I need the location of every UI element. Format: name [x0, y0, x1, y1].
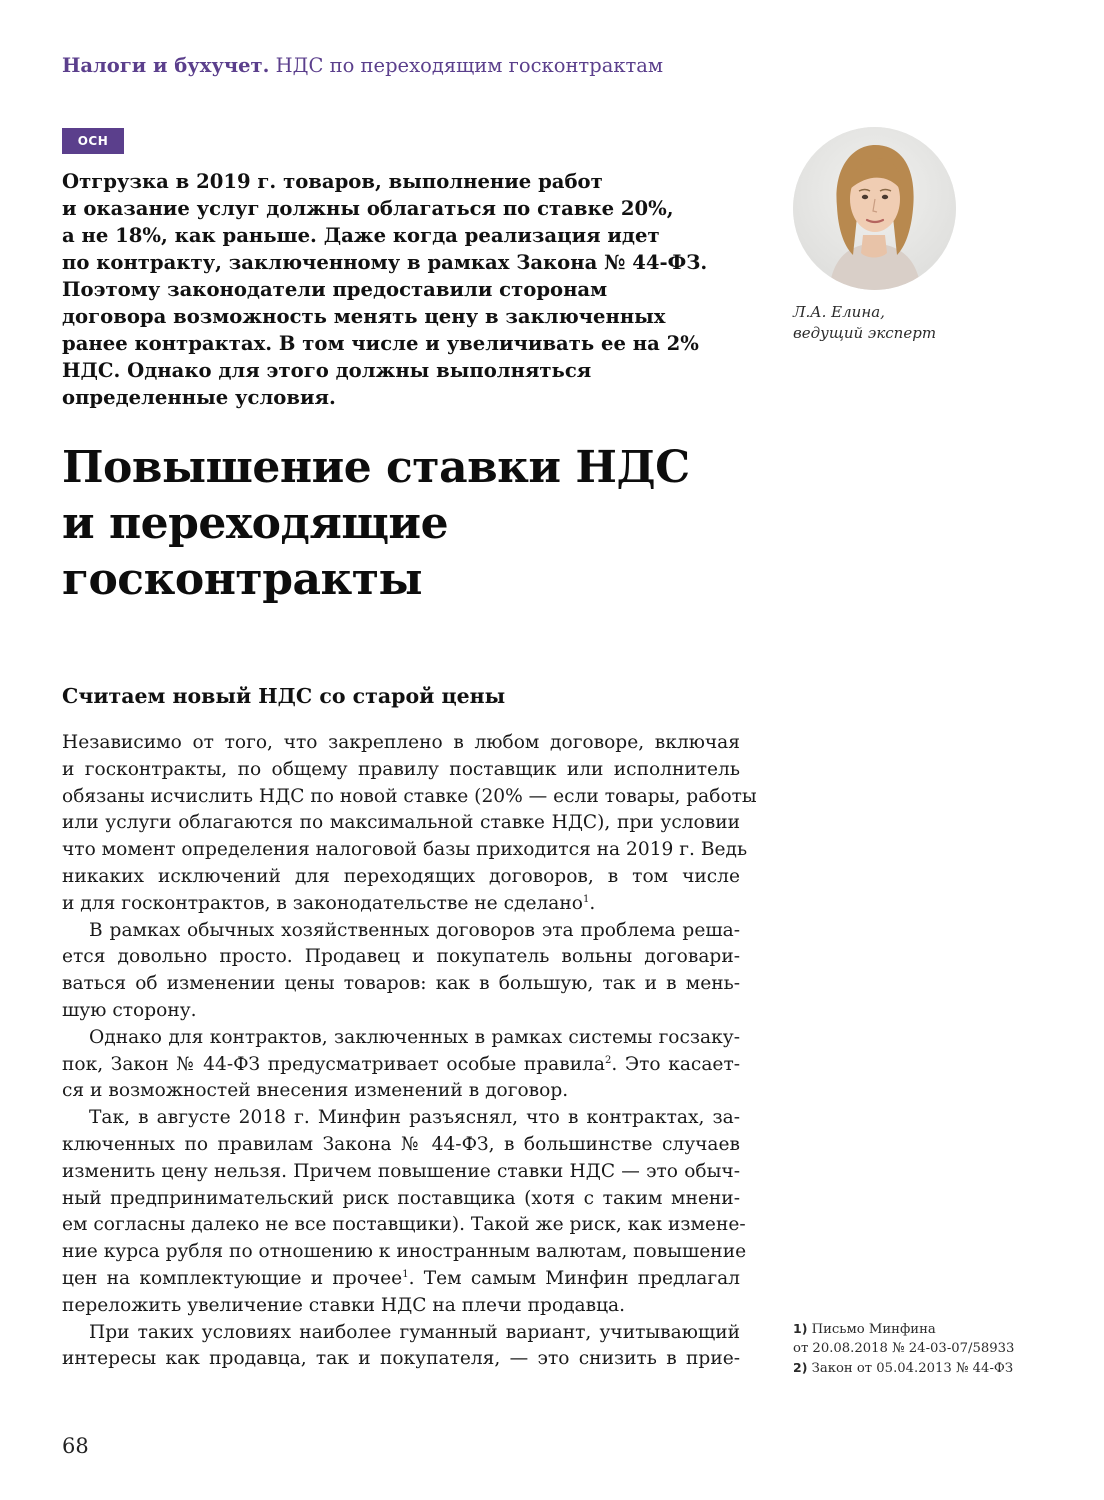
body-line [62, 1266, 740, 1293]
footnote-ref[interactable]: 1 [582, 893, 590, 905]
body-text: пок, Закон № 44-ФЗ предусматривает особые правила [62, 1053, 605, 1075]
running-head [62, 54, 663, 77]
author-portrait-illustration [793, 127, 956, 290]
body-line: интересы как продавца, так и покупателя, — это снизить в прие- [62, 1348, 740, 1370]
footnote-text: от 20.08.2018 № 24-03-07/58933 [793, 1341, 1015, 1356]
body-line: Так, в августе 2018 г. Минфин разъяснял, что в контрактах, за- [89, 1107, 740, 1129]
footnotes [793, 1319, 1014, 1378]
footnote-number: 1) [793, 1321, 808, 1336]
article-headline [62, 440, 762, 608]
body-line: ный предпринимательский риск поставщика (хотя с таким мнени- [62, 1187, 740, 1209]
footnote-item [793, 1319, 1014, 1339]
body-text: . Тем самым Минфин предлагал [408, 1267, 740, 1289]
body-line: шую сторону. [62, 999, 197, 1021]
author-photo [793, 127, 956, 290]
footnote-text: Закон от 05.04.2013 № 44-ФЗ [811, 1361, 1014, 1376]
lead-line: договора возможность менять цену в заключенных [62, 305, 666, 328]
section-name: Налоги и бухучет. [62, 54, 270, 77]
body-line: ключенных по правилам Закона № 44-ФЗ, в большинстве случаев [62, 1133, 740, 1155]
headline-line: Повышение ставки НДС [62, 442, 690, 493]
body-line: переложить увеличение ставки НДС на плечи продавца. [62, 1294, 626, 1316]
body-line: ся и возможностей внесения изменений в договор. [62, 1080, 569, 1102]
section-subheading: Считаем новый НДС со старой цены [62, 684, 506, 708]
body-line: никаких исключений для переходящих договоров, в том числе [62, 865, 740, 887]
footnote-ref[interactable]: 1 [402, 1268, 409, 1280]
body-line: ем согласны далеко не все поставщики). Такой же риск, как измене- [62, 1214, 746, 1236]
body-line: и госконтракты, по общему правилу поставщик или исполнитель [62, 758, 740, 780]
footnote-item [793, 1358, 1014, 1378]
lead-line: НДС. Однако для этого должны выполняться [62, 359, 592, 382]
body-text: цен на комплектующие и прочее [62, 1267, 403, 1289]
lead-line: определенные условия. [62, 386, 336, 409]
lead-line: и оказание услуг должны облагаться по ставке 20%, [62, 197, 674, 220]
lead-line: Отгрузка в 2019 г. товаров, выполнение работ [62, 170, 603, 193]
article-topic: НДС по переходящим госконтрактам [275, 54, 664, 77]
body-line: ваться об изменении цены товаров: как в большую, так и в мень- [62, 973, 740, 995]
headline-line: госконтракты [62, 554, 423, 605]
tax-regime-badge: ОСН [62, 128, 124, 154]
author-caption [793, 302, 936, 344]
footnote-text: Письмо Минфина [811, 1322, 936, 1337]
body-line: Независимо от того, что закреплено в любом договоре, включая [62, 732, 740, 753]
body-line: что момент определения налоговой базы приходится на 2019 г. Ведь [62, 839, 748, 861]
footnote-number: 2) [793, 1360, 808, 1375]
body-line: или услуги облагаются по максимальной ставке НДС), при условии [62, 812, 740, 834]
lead-paragraph [62, 168, 742, 411]
body-line: При таких условиях наиболее гуманный вариант, учитывающий [89, 1321, 740, 1343]
body-text: . [589, 892, 596, 914]
author-role: ведущий эксперт [793, 324, 937, 342]
body-line: обязаны исчислить НДС по новой ставке (20% — если товары, работы [62, 785, 757, 807]
body-line: В рамках обычных хозяйственных договоров эта проблема реша- [89, 919, 740, 941]
body-text: . Это касает- [611, 1053, 741, 1075]
body-line: ется довольно просто. Продавец и покупатель вольны договари- [62, 946, 740, 968]
headline-line: и переходящие [62, 498, 449, 549]
lead-line: по контракту, заключенному в рамках Закона № 44-ФЗ. [62, 251, 708, 274]
lead-line: а не 18%, как раньше. Даже когда реализация идет [62, 224, 660, 247]
body-line: Однако для контрактов, заключенных в рамках системы госзаку- [89, 1026, 740, 1048]
footnote-ref[interactable]: 2 [605, 1054, 612, 1066]
page-number: 68 [62, 1434, 89, 1458]
body-line: ние курса рубля по отношению к иностранным валютам, повышение [62, 1241, 747, 1263]
lead-line: Поэтому законодатели предоставили сторонам [62, 278, 608, 301]
body-line: изменить цену нельзя. Причем повышение ставки НДС — это обыч- [62, 1160, 740, 1182]
author-name: Л.А. Елина, [793, 303, 885, 321]
body-line [62, 891, 740, 918]
lead-line: ранее контрактах. В том числе и увеличивать ее на 2% [62, 332, 699, 355]
article-body [62, 730, 757, 1373]
body-text: и для госконтрактов, в законодательстве не сделано [62, 892, 583, 914]
body-line [62, 1052, 740, 1079]
